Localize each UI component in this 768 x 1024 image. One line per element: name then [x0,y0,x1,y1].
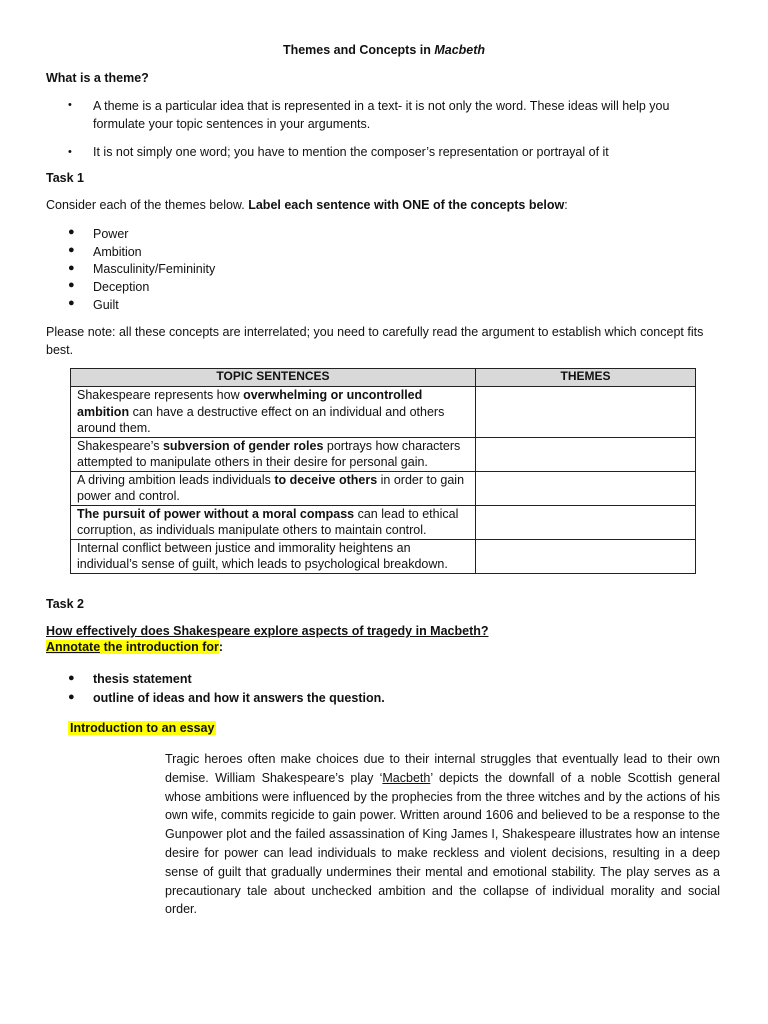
annotate-bullet-2: outline of ideas and how it answers the question. [93,691,385,705]
cell-text: Shakespeare’s [77,438,163,453]
cell-text: portrays how characters attempted to manipulate others in their desire for personal gain. [77,438,461,469]
topic-sentence-cell [71,539,476,573]
task1-instruction-end: : [564,198,568,212]
table-header-row [71,369,696,387]
theme-bullet-1: A theme is a particular idea that is represented in a text- it is not only the word. These ideas will help you formulate your topic sentences in your arguments. [93,99,670,131]
page-title-text: Themes and Concepts in [282,43,435,57]
bullet-icon: • [68,146,72,158]
task1-instruction-bold: Label each sentence with ONE of the concepts below [248,198,565,212]
cell-bold-text: subversion of gender roles [162,438,324,453]
table-row [71,471,696,505]
theme-bullet-2: It is not simply one word; you have to mention the composer’s representation or portrayal of it [93,145,609,159]
cell-text: can lead to ethical corruption, as individuals manipulate others to maintain control. [77,506,459,537]
page-title [0,43,768,57]
bullet-icon: ● [68,297,75,309]
essay-introduction [165,750,720,919]
concept-item: Guilt [93,298,119,312]
bullet-icon: ● [68,672,75,684]
task1-instruction [46,198,568,212]
table-row [71,387,696,438]
cell-bold-text: The pursuit of power without a moral compass [77,506,355,521]
annotate-bullet-1: thesis statement [93,672,192,686]
task1-heading: Task 1 [46,171,84,185]
concept-item: Deception [93,280,150,294]
task2-heading: Task 2 [46,597,84,611]
bullet-icon: ● [68,244,75,256]
theme-answer-cell[interactable] [476,437,696,471]
what-is-theme-heading: What is a theme? [46,71,149,85]
concept-item: Power [93,227,129,241]
concept-item: Ambition [93,245,142,259]
task1-note: Please note: all these concepts are interrelated; you need to carefully read the argument to establish which concept fits best. [46,325,704,357]
bullet-icon: ● [68,226,75,238]
cell-text: can have a destructive effect on an individual and others around them. [77,404,445,435]
cell-text: A driving ambition leads individuals [77,472,275,487]
annotate-rest: the introduction for [100,640,219,654]
table-row [71,539,696,573]
cell-text: in order to gain power and control. [77,472,465,503]
annotate-colon: : [218,640,224,654]
essay-text-part1: Tragic heroes often make choices due to their internal struggles that eventually lead to their own demise. William Shakespeare’s play ‘ [165,752,720,785]
table-row [71,505,696,539]
concept-item: Masculinity/Femininity [93,262,216,276]
annotate-instruction [46,640,223,654]
cell-bold-text: overwhelming or uncontrolled ambition [77,388,423,419]
cell-text: Internal conflict between justice and immorality heightens an individual’s sense of guilt, which leads to psychological breakdown. [77,540,448,571]
bullet-icon: • [68,99,72,111]
task1-instruction-plain: Consider each of the themes below. [46,198,249,212]
theme-answer-cell[interactable] [476,539,696,573]
bullet-icon: ● [68,691,75,703]
topic-sentences-table [70,368,696,574]
topic-sentence-cell [71,437,476,471]
page-title-italic: Macbeth [434,43,486,57]
topic-sentence-cell [71,505,476,539]
annotate-word: Annotate [46,640,101,654]
task2-question: How effectively does Shakespeare explore aspects of tragedy in Macbeth? [46,624,489,638]
topic-sentence-cell [71,471,476,505]
col-header-topic-sentences: TOPIC SENTENCES [71,369,476,387]
theme-answer-cell[interactable] [476,505,696,539]
essay-play-title: Macbeth [382,770,431,785]
table-row [71,437,696,471]
bullet-icon: ● [68,262,75,274]
cell-bold-text: to deceive others [274,472,378,487]
essay-text-part2: ’ depicts the downfall of a noble Scottish general whose ambitions were influenced by the prophecies from the three witches and by the actions of his own wife, commits regicide to gain power. Written around 1606 and believed to be a response to the Gunpower plot and the failed assassination of King James I, Shakespeare illustrates how an intense desire for power can lead individuals to make reckless and violent decisions, resulting in a deep sense of guilt that gradually undermines their mental and emotional stability. The play serves as a precautionary tale about unchecked ambition and the collapse of individual morality and social order. [165,770,720,917]
bullet-icon: ● [68,279,75,291]
col-header-themes: THEMES [476,369,696,387]
cell-text: Shakespeare represents how [77,388,244,402]
theme-answer-cell[interactable] [476,471,696,505]
topic-sentence-cell [71,387,476,438]
theme-answer-cell[interactable] [476,387,696,438]
intro-label: Introduction to an essay [70,721,215,735]
